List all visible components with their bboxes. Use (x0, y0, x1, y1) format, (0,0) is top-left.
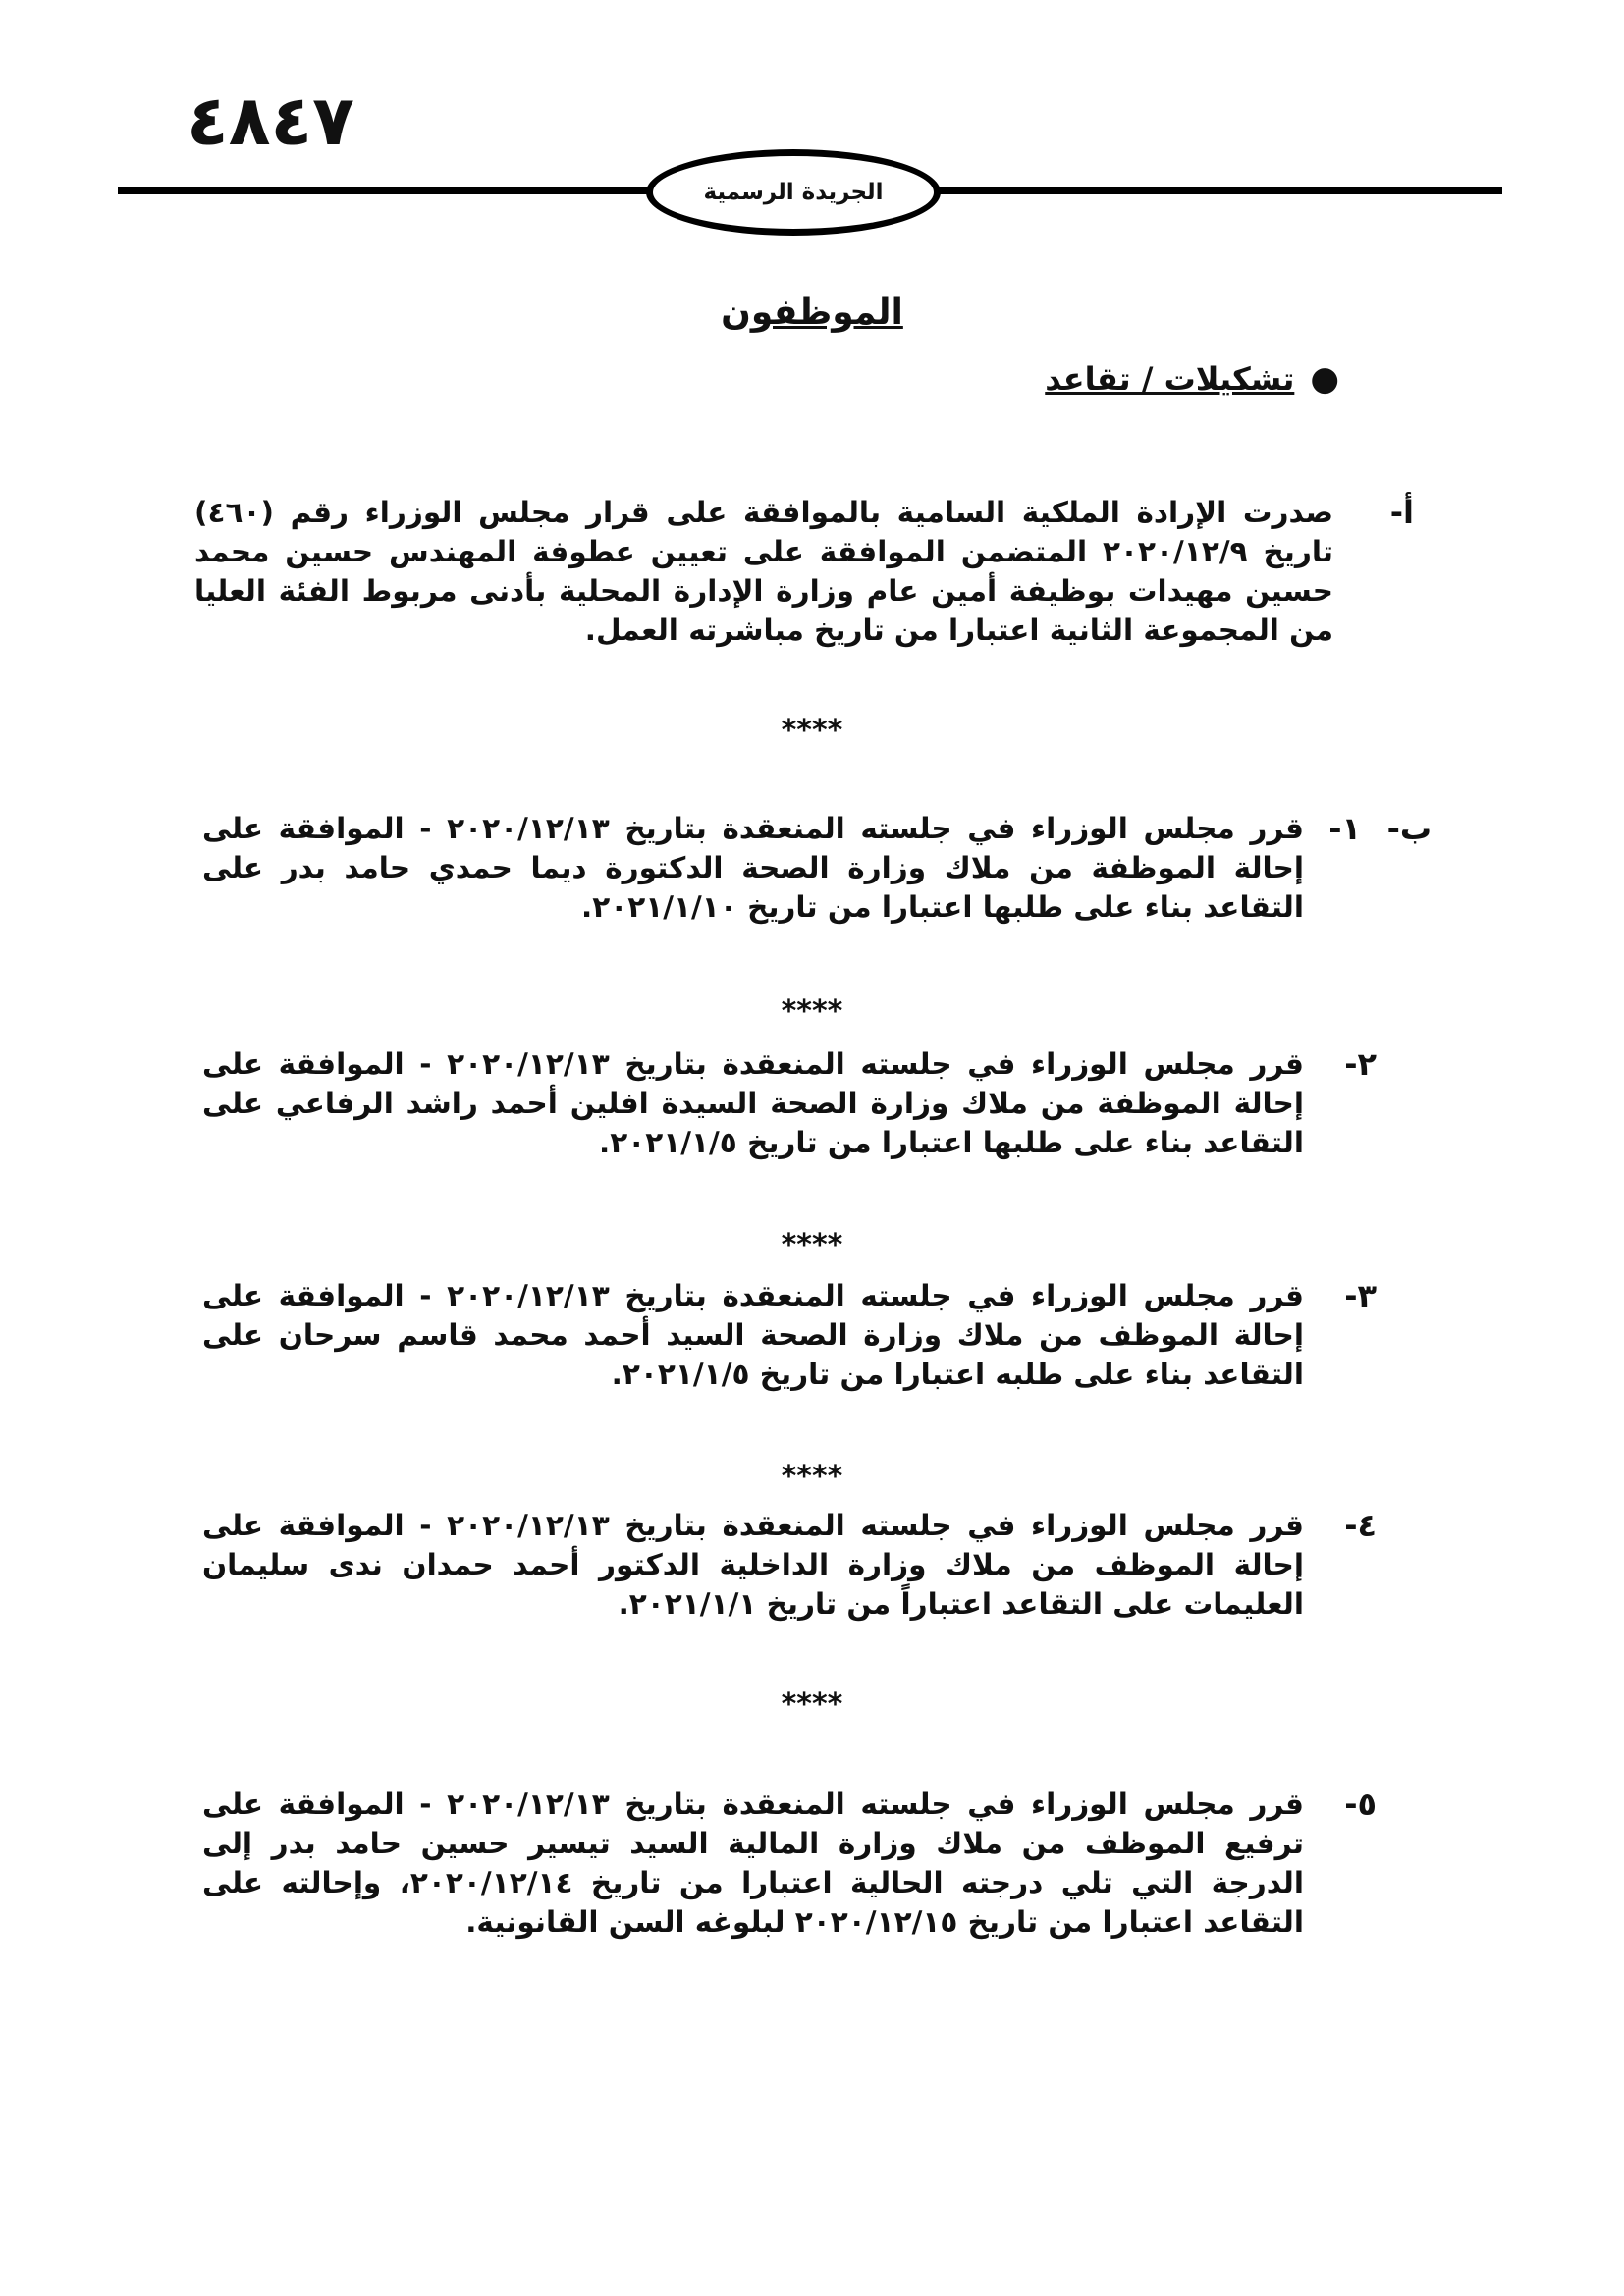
gazette-title: الجريدة الرسمية (703, 180, 884, 205)
item-b1-text: قرر مجلس الوزراء في جلسته المنعقدة بتاريخ ٢٠٢٠/١٢/١٣ - الموافقة على إحالة الموظفة من ملاك وزارة الصحة الدكتورة ديما حمدي حامد بدر على التقاعد بناء على طلبها اعتبارا من تاريخ ٢٠٢١/١/١٠. (202, 812, 1304, 924)
item-b4-text: قرر مجلس الوزراء في جلسته المنعقدة بتاريخ ٢٠٢٠/١٢/١٣ - الموافقة على إحالة الموظف من ملاك وزارة الداخلية الدكتور أحمد حمدان ندى سليمان العليمات على التقاعد اعتباراً من تاريخ ٢٠٢١/١/١. (202, 1509, 1304, 1621)
item-b4-marker: ٤- (1344, 1507, 1377, 1544)
bullet-icon: ● (1310, 359, 1339, 399)
section-title: الموظفون (721, 293, 903, 333)
item-b3-text: قرر مجلس الوزراء في جلسته المنعقدة بتاريخ ٢٠٢٠/١٢/١٣ - الموافقة على إحالة الموظف من ملاك وزارة الصحة السيد أحمد محمد قاسم سرحان على التقاعد بناء على طلبه اعتبارا من تاريخ ٢٠٢١/١/٥. (202, 1279, 1304, 1391)
item-b3-marker: ٣- (1344, 1277, 1377, 1314)
separator-3: **** (781, 1228, 843, 1262)
item-b2-text: قرر مجلس الوزراء في جلسته المنعقدة بتاريخ ٢٠٢٠/١٢/١٣ - الموافقة على إحالة الموظفة من ملاك وزارة الصحة السيدة افلين أحمد راشد الرفاعي على التقاعد بناء على طلبها اعتبارا من تاريخ ٢٠٢١/١/٥. (202, 1047, 1304, 1159)
item-a-text: صدرت الإرادة الملكية السامية بالموافقة على قرار مجلس الوزراء رقم (٤٦٠) تاريخ ٢٠٢٠/١٢/٩ المتضمن الموافقة على تعيين عطوفة المهندس حسين محمد حسين مهيدات بوظيفة أمين عام وزارة الإدارة المحلية بأدنى مربوط الفئة العليا من المجموعة الثانية اعتبارا من تاريخ مباشرته العمل. (194, 496, 1333, 647)
separator-2: **** (781, 994, 843, 1029)
item-b1-marker: ١- (1328, 810, 1361, 847)
item-b2-marker: ٢- (1344, 1045, 1377, 1083)
item-b5-text: قرر مجلس الوزراء في جلسته المنعقدة بتاريخ ٢٠٢٠/١٢/١٣ - الموافقة على ترفيع الموظف من ملاك وزارة المالية السيد تيسير حسين حامد بدر إلى الدرجة التي تلي درجته الحالية اعتبارا من تاريخ ٢٠٢٠/١٢/١٤، وإحالته على التقاعد اعتبارا من تاريخ ٢٠٢٠/١٢/١٥ لبلوغه السن القانونية. (202, 1788, 1304, 1939)
page-number: ٤٨٤٧ (187, 80, 354, 161)
header-oval (646, 149, 941, 236)
item-a-marker: أ- (1389, 494, 1414, 531)
group-b-marker: ب- (1386, 810, 1432, 847)
separator-4: **** (781, 1460, 843, 1494)
separator-5: **** (781, 1687, 843, 1722)
item-b5-marker: ٥- (1344, 1786, 1377, 1823)
subsection-heading (1045, 359, 1339, 399)
separator-1: **** (781, 714, 843, 748)
subsection-title: تشكيلات / تقاعد (1045, 360, 1295, 398)
